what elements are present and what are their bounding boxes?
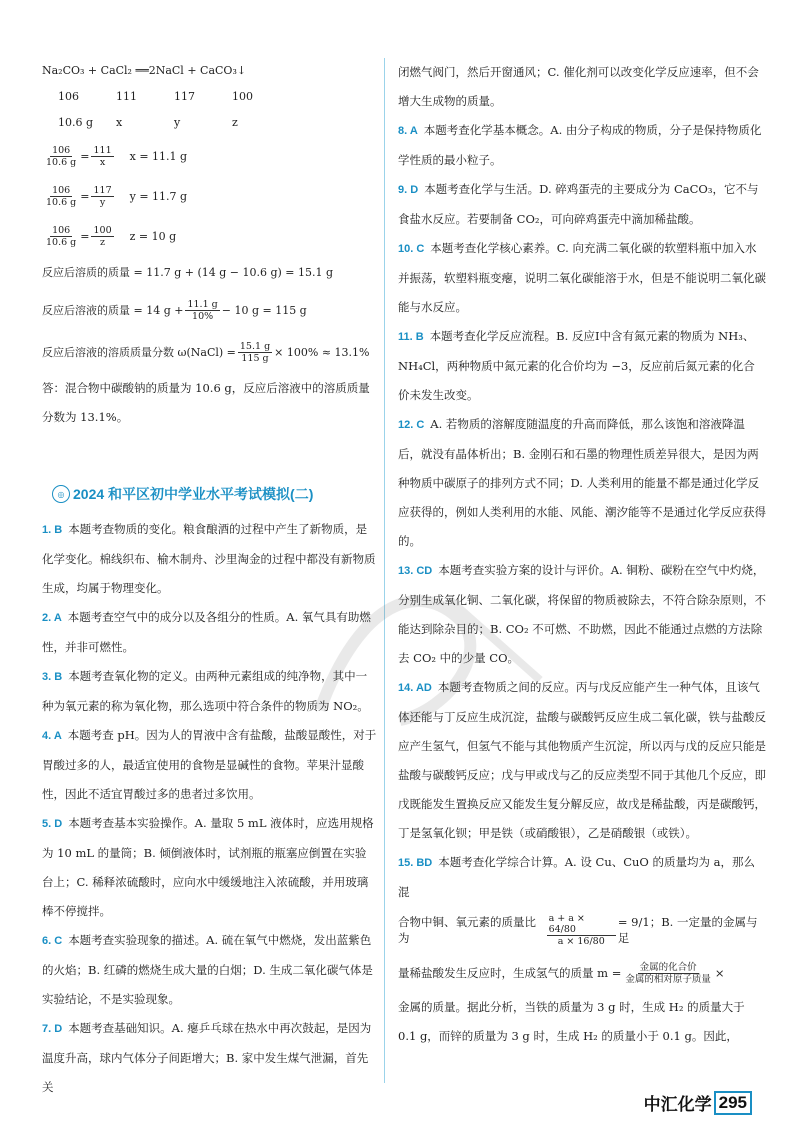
continued-text: 金属的质量。据此分析，当铁的质量为 3 g 时，生成 H₂ 的质量大于 0.1 g，而锌的质量为 3 g 时，生成 H₂ 的质量小于 0.1 g。因此， [398,1000,745,1043]
left-answers [42,515,377,1102]
molar-mass: 106 [58,90,79,103]
answer-item: 11. B 本题考查化学反应流程。B. 反应Ⅰ中含有氮元素的物质为 NH₃、NH₄Cl，两种物质中氮元素的化合价均为 −3，反应前后氮元素的化合价未发生改变。 [398,329,755,402]
mass-fraction-line: 反应后溶液的溶质质量分数 ω(NaCl) = $\frac{15.1 g}{115 g}$ × 100% ≈ 13.1% [42,340,370,364]
final-answer: 答：混合物中碳酸钠的质量为 10.6 g，反应后溶液中的溶质质量分数为 13.1%。 [42,381,370,424]
mass: z [232,116,238,129]
ratio-equation: $\frac{106}{10.6 g}$ = $\frac{117}{y}$ y = 11.7 g [46,184,188,208]
page-footer [644,1090,752,1115]
molar-mass: 111 [116,90,137,103]
answer-item: 2. A 本题考查空气中的成分以及各组分的性质。A. 氧气具有助燃性，并非可燃性。 [42,610,371,654]
item15-hydrogen-line: 量稀盐酸发生反应时，生成氢气的质量 m = $\frac{\text{金属的化合价}}{\text{金属的相对原子质量}}$ × [398,961,725,985]
answer-item: 6. C 本题考查实验现象的描述。A. 硫在氧气中燃烧，发出蓝紫色的火焰；B. 红磷的燃烧生成大量的白烟；D. 生成二氧化碳气体是实验结论，不是实验现象。 [42,933,373,1006]
answer-item: 1. B 本题考查物质的变化。粮食酿酒的过程中产生了新物质，是化学变化。棉线织布、榆木制舟、沙里淘金的过程中都没有新物质生成，均属于物理变化。 [42,522,376,595]
page-number: 295 [714,1091,752,1115]
solution-mass-line: 反应后溶液的质量 = 14 g + $\frac{11.1 g}{10\%}$ − 10 g = 115 g [42,298,307,322]
item15-ratio-line: 合物中铜、氧元素的质量比为 $\frac{a + a \times 64/80}{a \times 16/80}$ = 9/1；B. 一定量的金属与足 [398,913,758,947]
answer-item: 15. BD 本题考查化学综合计算。A. 设 Cu、CuO 的质量均为 a，那么混 [398,855,756,899]
mass: 10.6 g [58,116,94,129]
mass: y [174,116,181,129]
column-divider [384,58,385,1083]
right-column [398,58,766,1051]
answer-item: 10. C 本题考查化学核心素养。C. 向充满二氧化碳的软塑料瓶中加入水并振荡，软塑料瓶变瘪，说明二氧化碳能溶于水，但是不能说明二氧化碳能与水反应。 [398,241,766,314]
molar-mass: 117 [174,90,195,103]
molar-mass: 100 [232,90,253,103]
continued-text: 闭燃气阀门，然后开窗通风；C. 催化剂可以改变化学反应速率，但不会增大生成物的质量。 [398,65,759,108]
reaction-equation: Na₂CO₃ + CaCl₂ ══2NaCl + CaCO₃↓ [42,64,247,77]
answer-item: 3. B 本题考查氧化物的定义。由两种元素组成的纯净物，其中一种为氧元素的称为氧化物，那么选项中符合条件的物质为 NO₂。 [42,669,369,713]
mass: x [116,116,123,129]
answer-item: 7. D 本题考查基础知识。A. 瘪乒乓球在热水中再次鼓起，是因为温度升高，球内气体分子间距增大；B. 家中发生煤气泄漏，首先关 [42,1021,372,1094]
ratio-equation: $\frac{106}{10.6 g}$ = $\frac{111}{x}$ x = 11.1 g [46,144,188,168]
answer-item: 9. D 本题考查化学与生活。D. 碎鸡蛋壳的主要成分为 CaCO₃，它不与食盐水反应。若要制备 CO₂，可向碎鸡蛋壳中滴加稀盐酸。 [398,182,759,226]
answer-item: 14. AD 本题考查物质之间的反应。丙与戊反应能产生一种气体，且该气体还能与丁反应生成沉淀，盐酸与碳酸钙反应生成二氧化碳，铁与盐酸反应产生氢气，但氢气不能与其他物质产生沉淀，所以丙与戊的反应只能是盐酸与碳酸钙反应；戊与甲或戊与乙的反应类型不同于其他几个反应，即戊既能发生置换反应又能发生复分解反应，故戊是稀盐酸，丙是碳酸钙，丁是氢氧化钡；甲是铁（或硝酸银），乙是硝酸银（或铁）。 [398,680,766,840]
exam-badge-icon: ◎ [52,485,70,503]
answer-item: 4. A 本题考查 pH。因为人的胃液中含有盐酸，盐酸显酸性，对于胃酸过多的人，最适宜使用的食物是显碱性的食物。苹果汁显酸性，因此不适宜胃酸过多的患者过多饮用。 [42,728,377,801]
answer-item: 12. C A. 若物质的溶解度随温度的升高而降低，那么该饱和溶液降温后，就没有晶体析出；B. 金刚石和石墨的物理性质差异很大，是因为两种物质中碳原子的排列方式不同；D. 人类利用的能量不都是通过化学反应获得的，例如人类利用的水能、风能、潮汐能等不是通过化学反应获得的。 [398,417,766,548]
left-column [42,58,377,432]
section-title: ◎ 2024 和平区初中学业水平考试模拟(二) [52,483,372,505]
book-title: 中汇化学 [643,1095,712,1114]
ratio-equation: $\frac{106}{10.6 g}$ = $\frac{100}{z}$ z = 10 g [46,224,177,248]
solute-mass-line: 反应后溶质的质量 = 11.7 g + (14 g − 10.6 g) = 15.1 g [42,266,334,279]
answer-item: 13. CD 本题考查实验方案的设计与评价。A. 铜粉、碳粉在空气中灼烧，分别生成氧化铜、二氧化碳，将保留的物质被除去，不符合除杂原则，不能达到除杂目的；B. CO₂ 不可燃、不助燃，因此不能通过点燃的方法除去 CO₂ 中的少量 CO。 [398,563,766,665]
molar-masses-row [42,84,377,110]
answer-item: 5. D 本题考查基本实验操作。A. 量取 5 mL 液体时，应选用规格为 10 mL 的量筒；B. 倾倒液体时，试剂瓶的瓶塞应倒置在实验台上；C. 稀释浓硫酸时，应向水中缓缓地注入浓硫酸，并用玻璃棒不停搅拌。 [42,816,374,918]
masses-row [42,110,377,136]
answer-item: 8. A 本题考查化学基本概念。A. 由分子构成的物质，分子是保持物质化学性质的最小粒子。 [398,123,762,167]
